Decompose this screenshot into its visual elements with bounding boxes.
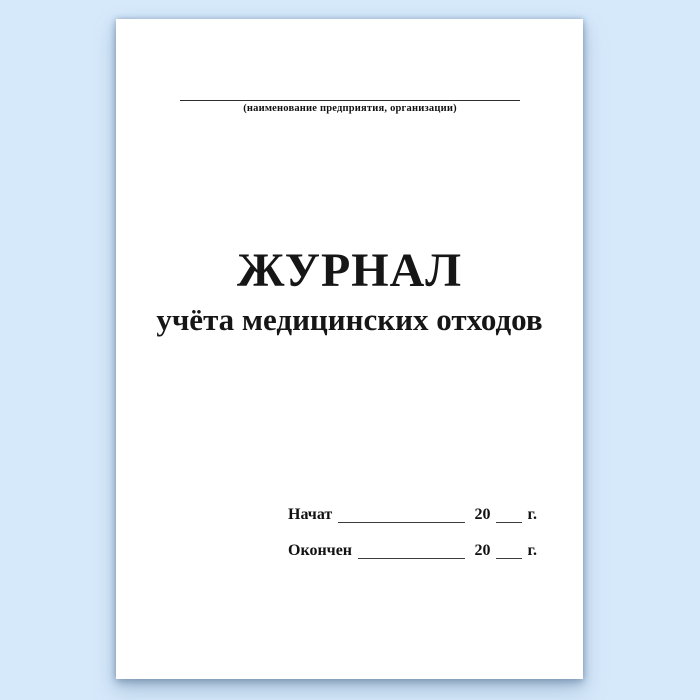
organization-name-block	[180, 100, 520, 114]
finished-year-blank-line	[496, 558, 522, 559]
finished-year-prefix: 20	[474, 542, 491, 559]
finished-year-suffix: г.	[527, 542, 537, 559]
started-date-blank-line	[338, 522, 464, 523]
finished-date-row	[288, 542, 537, 559]
started-year-blank-line	[496, 522, 522, 523]
organization-name-blank-line	[180, 100, 520, 101]
finished-label: Окончен	[288, 542, 353, 559]
journal-cover-page	[116, 19, 583, 679]
started-label: Начат	[288, 506, 333, 523]
started-year-suffix: г.	[527, 506, 537, 523]
started-year-prefix: 20	[474, 506, 491, 523]
journal-subtitle: учёта медицинских отходов	[156, 302, 543, 337]
organization-name-caption: (наименование предприятия, организации)	[243, 103, 457, 114]
started-date-row	[288, 506, 537, 523]
journal-title: ЖУРНАЛ	[236, 244, 463, 297]
date-fields-block	[288, 506, 537, 559]
finished-date-blank-line	[358, 558, 465, 559]
